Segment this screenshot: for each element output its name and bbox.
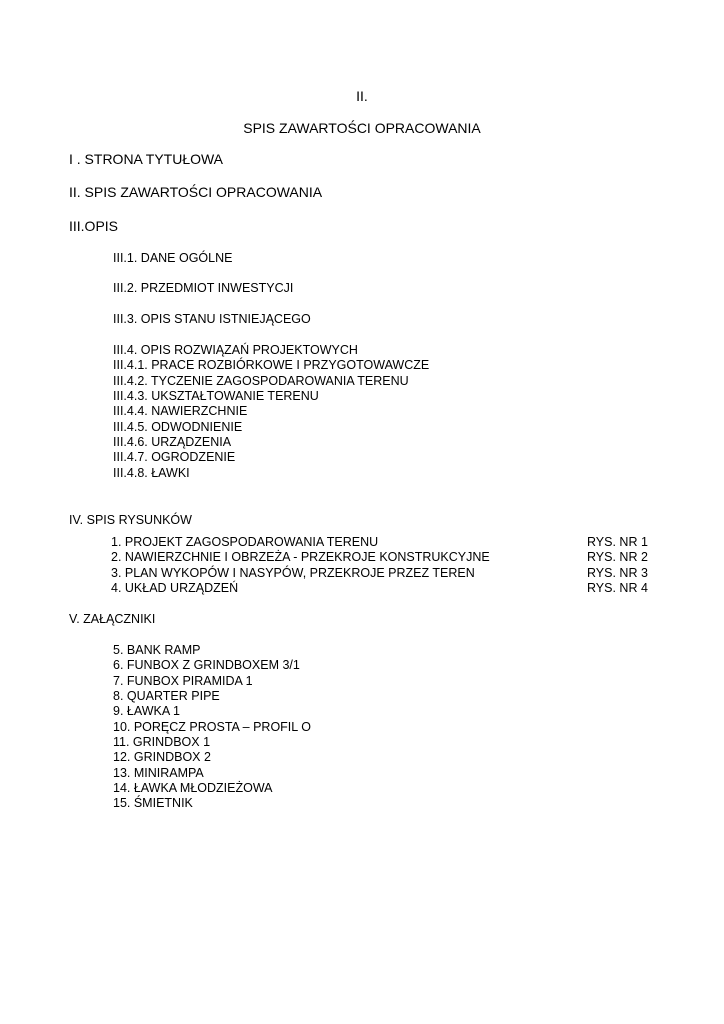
attachment-item: 10. PORĘCZ PROSTA – PROFIL O (113, 720, 311, 734)
attachment-item: 5. BANK RAMP (113, 643, 201, 657)
attachment-item: 15. ŚMIETNIK (113, 796, 193, 810)
attachment-item: 6. FUNBOX Z GRINDBOXEM 3/1 (113, 658, 300, 672)
opis-item: III.3. OPIS STANU ISTNIEJĄCEGO (113, 312, 311, 326)
opis-item: III.2. PRZEDMIOT INWESTYCJI (113, 281, 294, 295)
attachments-heading: V. ZAŁĄCZNIKI (69, 612, 156, 626)
opis-item: III.1. DANE OGÓLNE (113, 251, 233, 265)
section-title-page: I . STRONA TYTUŁOWA (69, 151, 224, 167)
drawing-title: 1. PROJEKT ZAGOSPODAROWANIA TERENU (111, 535, 379, 549)
drawing-number: RYS. NR 4 (587, 581, 648, 595)
attachment-item: 7. FUNBOX PIRAMIDA 1 (113, 674, 253, 688)
opis-item: III.4.8. ŁAWKI (113, 466, 190, 480)
drawings-heading: IV. SPIS RYSUNKÓW (69, 513, 192, 527)
attachment-item: 14. ŁAWKA MŁODZIEŻOWA (113, 781, 273, 795)
drawing-title: 3. PLAN WYKOPÓW I NASYPÓW, PRZEKROJE PRZEZ TEREN (111, 566, 475, 580)
section-number: II. (356, 88, 368, 104)
opis-item: III.4.4. NAWIERZCHNIE (113, 404, 248, 418)
attachment-item: 12. GRINDBOX 2 (113, 750, 211, 764)
drawing-title: 4. UKŁAD URZĄDZEŃ (111, 581, 239, 595)
page-title: SPIS ZAWARTOŚCI OPRACOWANIA (243, 120, 481, 136)
drawing-number: RYS. NR 2 (587, 550, 648, 564)
attachment-item: 8. QUARTER PIPE (113, 689, 220, 703)
opis-item: III.4.5. ODWODNIENIE (113, 420, 243, 434)
attachment-item: 9. ŁAWKA 1 (113, 704, 180, 718)
opis-item: III.4.1. PRACE ROZBIÓRKOWE I PRZYGOTOWAWCZE (113, 358, 430, 372)
opis-item: III.4.6. URZĄDZENIA (113, 435, 232, 449)
opis-item: III.4.3. UKSZTAŁTOWANIE TERENU (113, 389, 319, 403)
opis-item: III.4.2. TYCZENIE ZAGOSPODAROWANIA TERENU (113, 374, 409, 388)
opis-item: III.4. OPIS ROZWIĄZAŃ PROJEKTOWYCH (113, 343, 358, 357)
drawing-number: RYS. NR 1 (587, 535, 648, 549)
section-contents: II. SPIS ZAWARTOŚCI OPRACOWANIA (69, 184, 323, 200)
attachment-item: 13. MINIRAMPA (113, 766, 204, 780)
section-opis: III.OPIS (69, 218, 119, 234)
drawing-number: RYS. NR 3 (587, 566, 648, 580)
drawing-title: 2. NAWIERZCHNIE I OBRZEŻA - PRZEKROJE KONSTRUKCYJNE (111, 550, 490, 564)
attachment-item: 11. GRINDBOX 1 (113, 735, 211, 749)
opis-item: III.4.7. OGRODZENIE (113, 450, 236, 464)
